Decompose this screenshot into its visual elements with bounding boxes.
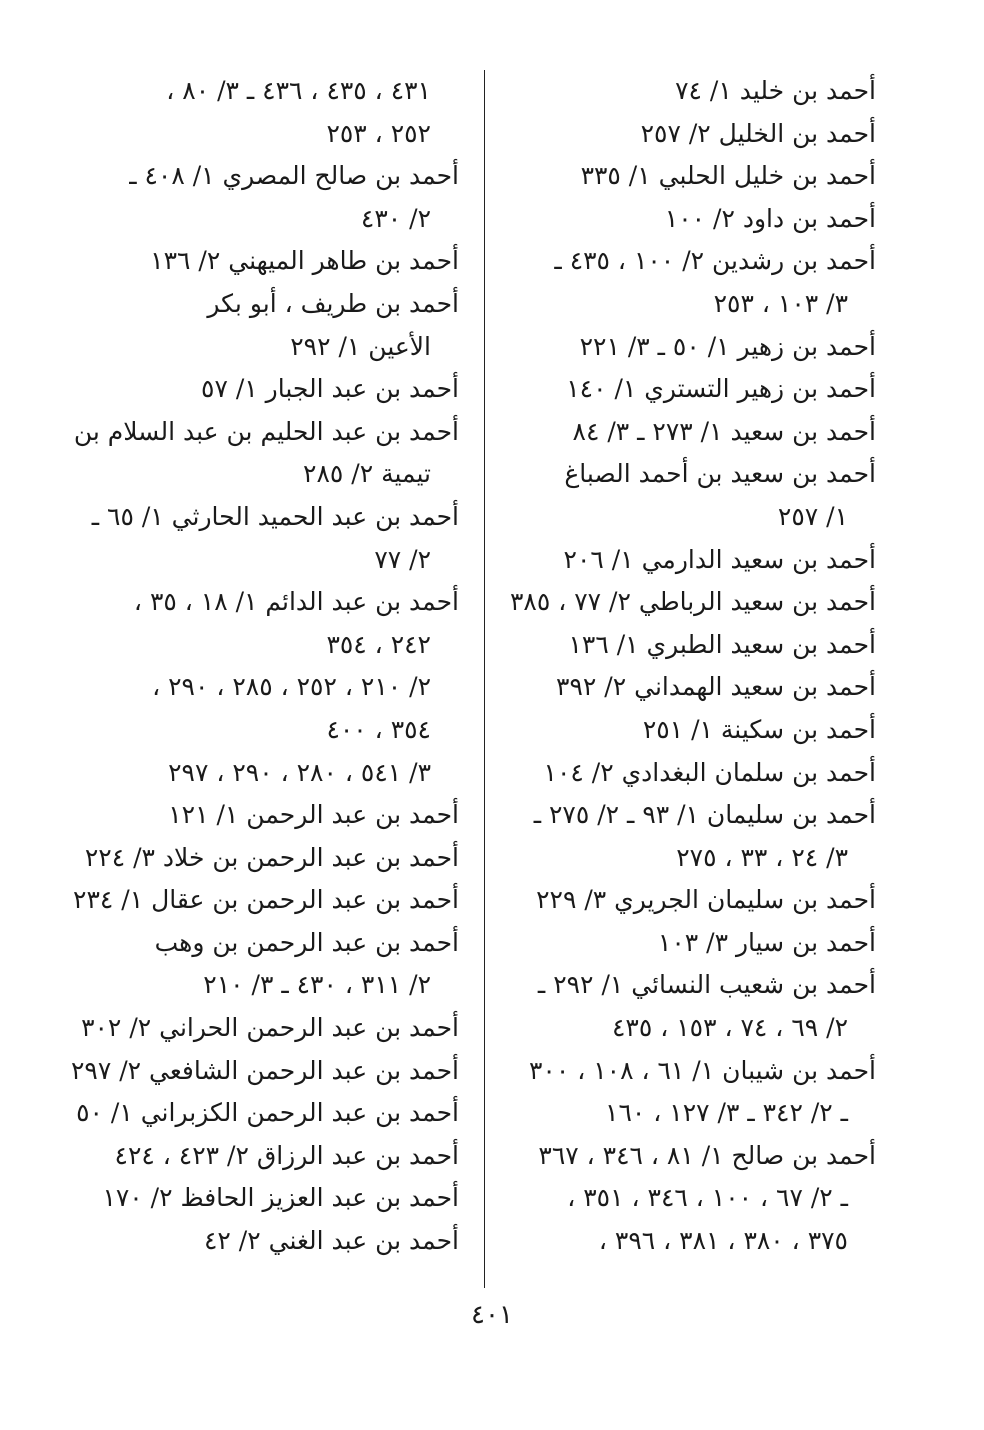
index-entry: أحمد بن عبد الغني ٢/ ٤٢	[203, 1226, 459, 1256]
index-entry: أحمد بن عبد الرحمن بن خلاد ٣/ ٢٢٤	[84, 842, 459, 872]
index-entry: أحمد بن الخليل ٢/ ٢٥٧	[640, 118, 876, 148]
index-entry: أحمد بن طاهر الميهني ٢/ ١٣٦	[150, 246, 459, 276]
index-entry-continuation: ٢/ ٧٧	[374, 544, 431, 574]
column-divider	[484, 70, 485, 1288]
index-entry: أحمد بن سعيد الطبري ١/ ١٣٦	[568, 629, 876, 659]
index-entry: أحمد بن سيار ٣/ ١٠٣	[657, 927, 876, 957]
index-entry-continuation: ٢٤٢ ، ٣٥٤	[326, 629, 431, 659]
index-entry-continuation: ٣٧٥ ، ٣٨٠ ، ٣٨١ ، ٣٩٦ ،	[598, 1226, 848, 1256]
index-entry: أحمد بن سكينة ١/ ٢٥١	[642, 714, 876, 744]
index-entry: أحمد بن داود ٢/ ١٠٠	[664, 203, 876, 233]
index-entry: أحمد بن عبد الرزاق ٢/ ٤٢٣ ، ٤٢٤	[114, 1140, 459, 1170]
index-entry-continuation: الأعين ١/ ٢٩٢	[290, 331, 431, 361]
index-entry: أحمد بن زهير ١/ ٥٠ ـ ٣/ ٢٢١	[579, 331, 876, 361]
index-entry: أحمد بن عبد الرحمن الكزبراني ١/ ٥٠	[76, 1098, 459, 1128]
index-entry-continuation: ٢/ ٤٣٠	[360, 203, 431, 233]
left-index-column	[70, 70, 459, 1263]
index-entry: أحمد بن سعيد الرباطي ٢/ ٧٧ ، ٣٨٥	[509, 587, 876, 617]
index-entry: أحمد بن عبد الجبار ١/ ٥٧	[201, 374, 459, 404]
index-entry: أحمد بن خليل الحلبي ١/ ٣٣٥	[580, 161, 876, 191]
index-entry: أحمد بن صالح المصري ١/ ٤٠٨ ـ	[129, 161, 459, 191]
right-index-column	[491, 70, 876, 1263]
index-entry: أحمد بن عبد الحميد الحارثي ١/ ٦٥ ـ	[91, 501, 459, 531]
index-entry: أحمد بن عبد الرحمن الحراني ٢/ ٣٠٢	[81, 1013, 459, 1043]
index-entry: أحمد بن عبد الرحمن بن وهب	[154, 927, 459, 957]
index-entry-continuation: ٢٥٢ ، ٢٥٣	[326, 118, 431, 148]
index-entry: أحمد بن سليمان الجريري ٣/ ٢٢٩	[536, 885, 876, 915]
index-entry: أحمد بن سعيد الدارمي ١/ ٢٠٦	[563, 544, 876, 574]
index-entry-continuation: ٣/ ١٠٣ ، ٢٥٣	[713, 288, 848, 318]
index-entry: أحمد بن سعيد بن أحمد الصباغ	[564, 459, 876, 489]
index-entry: أحمد بن سلمان البغدادي ٢/ ١٠٤	[543, 757, 876, 787]
index-entry-continuation: ٣/ ٢٤ ، ٣٣ ، ٢٧٥	[676, 842, 848, 872]
index-entry: أحمد بن صالح ١/ ٨١ ، ٣٤٦ ، ٣٦٧	[538, 1140, 876, 1170]
index-entry: أحمد بن رشدين ٢/ ١٠٠ ، ٤٣٥ ـ	[554, 246, 876, 276]
index-entry-continuation: تيمية ٢/ ٢٨٥	[303, 459, 431, 489]
index-entry: أحمد بن عبد الرحمن الشافعي ٢/ ٢٩٧	[70, 1055, 459, 1085]
index-entry: أحمد بن عبد الرحمن بن عقال ١/ ٢٣٤	[73, 885, 459, 915]
index-entry-continuation: ٢/ ٣١١ ، ٤٣٠ ـ ٣/ ٢١٠	[203, 970, 431, 1000]
page-number: ٤٠١	[471, 1300, 513, 1330]
index-entry: أحمد بن زهير التستري ١/ ١٤٠	[566, 374, 876, 404]
index-entry-continuation: ـ ٢/ ٣٤٢ ـ ٣/ ١٢٧ ، ١٦٠	[605, 1098, 848, 1128]
index-entry: أحمد بن عبد العزيز الحافظ ٢/ ١٧٠	[102, 1183, 459, 1213]
index-entry: أحمد بن سعيد الهمداني ٢/ ٣٩٢	[556, 672, 876, 702]
index-entry: أحمد بن عبد الرحمن ١/ ١٢١	[168, 800, 459, 830]
index-entry: أحمد بن سعيد ١/ ٢٧٣ ـ ٣/ ٨٤	[572, 416, 876, 446]
index-entry-continuation: ٢/ ٦٩ ، ٧٤ ، ١٥٣ ، ٤٣٥	[611, 1013, 848, 1043]
index-entry-continuation: ٣٥٤ ، ٤٠٠	[326, 714, 431, 744]
index-entry-continuation: ١/ ٢٥٧	[777, 501, 848, 531]
index-entry: أحمد بن شيبان ١/ ٦١ ، ١٠٨ ، ٣٠٠	[528, 1055, 876, 1085]
index-entry-continuation: ٣/ ٥٤١ ، ٢٨٠ ، ٢٩٠ ، ٢٩٧	[168, 757, 431, 787]
index-entry: أحمد بن شعيب النسائي ١/ ٢٩٢ ـ	[537, 970, 876, 1000]
index-entry-continuation: ٢/ ٢١٠ ، ٢٥٢ ، ٢٨٥ ، ٢٩٠ ،	[152, 672, 431, 702]
index-entry-continuation: ـ ٢/ ٦٧ ، ١٠٠ ، ٣٤٦ ، ٣٥١ ،	[567, 1183, 848, 1213]
index-entry: أحمد بن عبد الدائم ١/ ١٨ ، ٣٥ ،	[133, 587, 459, 617]
index-entry-continuation: ٤٣١ ، ٤٣٥ ، ٤٣٦ ـ ٣/ ٨٠ ،	[166, 76, 431, 105]
index-entry: أحمد بن طريف ، أبو بكر	[207, 288, 459, 318]
index-entry: أحمد بن عبد الحليم بن عبد السلام بن	[73, 416, 459, 446]
index-entry: أحمد بن سليمان ١/ ٩٣ ـ ٢/ ٢٧٥ ـ	[533, 800, 876, 830]
index-entry: أحمد بن خليد ١/ ٧٤	[675, 76, 876, 105]
